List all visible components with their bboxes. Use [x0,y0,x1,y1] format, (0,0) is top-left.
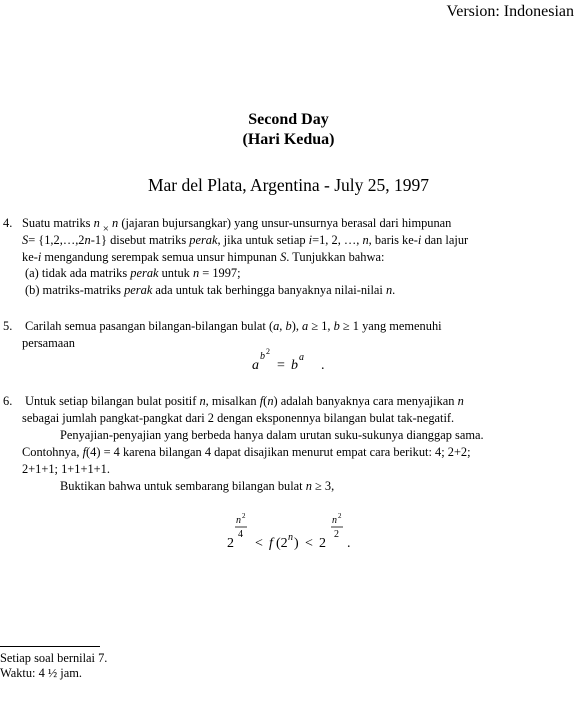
problem-number: 5. [3,319,13,333]
problem-line: S= {1,2,…,2n-1} disebut matriks perak, jika untuk setiap i=1, 2, …, n, baris ke-i dan lajur [22,233,469,247]
version-label: Version: Indonesian [446,3,574,20]
ineq-term: f [269,536,273,551]
eq-term: = [277,358,285,373]
page-subtitle: (Hari Kedua) [242,131,335,148]
eq-term: b [291,358,298,373]
problem-number: 6. [3,394,13,408]
problem-part-a: (a) tidak ada matriks perak untuk n = 1997; [25,266,241,280]
ineq-term: n [288,532,293,543]
footnote-time: Waktu: 4 ½ jam. [0,666,82,680]
ineq-term: 4 [238,529,243,540]
page-title: Second Day [248,111,329,128]
ineq-term: n [236,515,241,526]
equation [250,346,340,376]
ineq-term: . [347,536,351,551]
problem-line: 2+1+1; 1+1+1+1. [22,462,110,476]
ineq-term: < [255,536,263,551]
problem-line: Contohnya, f(4) = 4 karena bilangan 4 dapat disajikan menurut empat cara berikut: 4; 2+2; [22,445,471,459]
ineq-term: 2 [227,536,234,551]
problem-line: sebagai jumlah pangkat-pangkat dari 2 dengan eksponennya bilangan bulat tak-negatif. [22,411,455,425]
eq-term: b [260,351,265,362]
inequality [225,512,365,554]
problem-line: Penyajian-penyajian yang berbeda hanya dalam urutan suku-sukunya dianggap sama. [60,428,484,442]
problem-line: Untuk setiap bilangan bulat positif n, misalkan f(n) adalah banyaknya cara menyajikan n [25,394,464,408]
problem-part-b: (b) matriks-matriks perak ada untuk tak berhingga banyaknya nilai-nilai n. [25,283,396,297]
problem-line: ke-i mengandung serempak semua unsur himpunan S. Tunjukkan bahwa: [22,250,385,264]
ineq-term: 2 [338,512,342,520]
ineq-term: ) [294,536,299,551]
ineq-term: < [305,536,313,551]
problem-line: Suatu matriks n × n (jajaran bujursangkar) yang unsur-unsurnya berasal dari himpunan [22,216,452,235]
ineq-term: 2 [334,529,339,540]
footnote-divider [0,646,100,647]
problem-line: persamaan [22,336,75,350]
ineq-term: 2 [319,536,326,551]
eq-term: a [252,358,259,373]
problem-line: Carilah semua pasangan bilangan-bilangan bulat (a, b), a ≥ 1, b ≥ 1 yang memenuhi [25,319,442,333]
problem-line: Buktikan bahwa untuk sembarang bilangan bulat n ≥ 3, [60,479,335,493]
problem-number: 4. [3,216,13,230]
footnote-points: Setiap soal bernilai 7. [0,651,108,665]
eq-term: 2 [266,347,270,356]
eq-term: . [321,358,325,373]
eq-term: a [299,352,304,363]
ineq-term: (2 [276,536,288,551]
place-date: Mar del Plata, Argentina - July 25, 1997 [147,175,430,195]
ineq-term: n [332,515,337,526]
ineq-term: 2 [242,512,246,520]
